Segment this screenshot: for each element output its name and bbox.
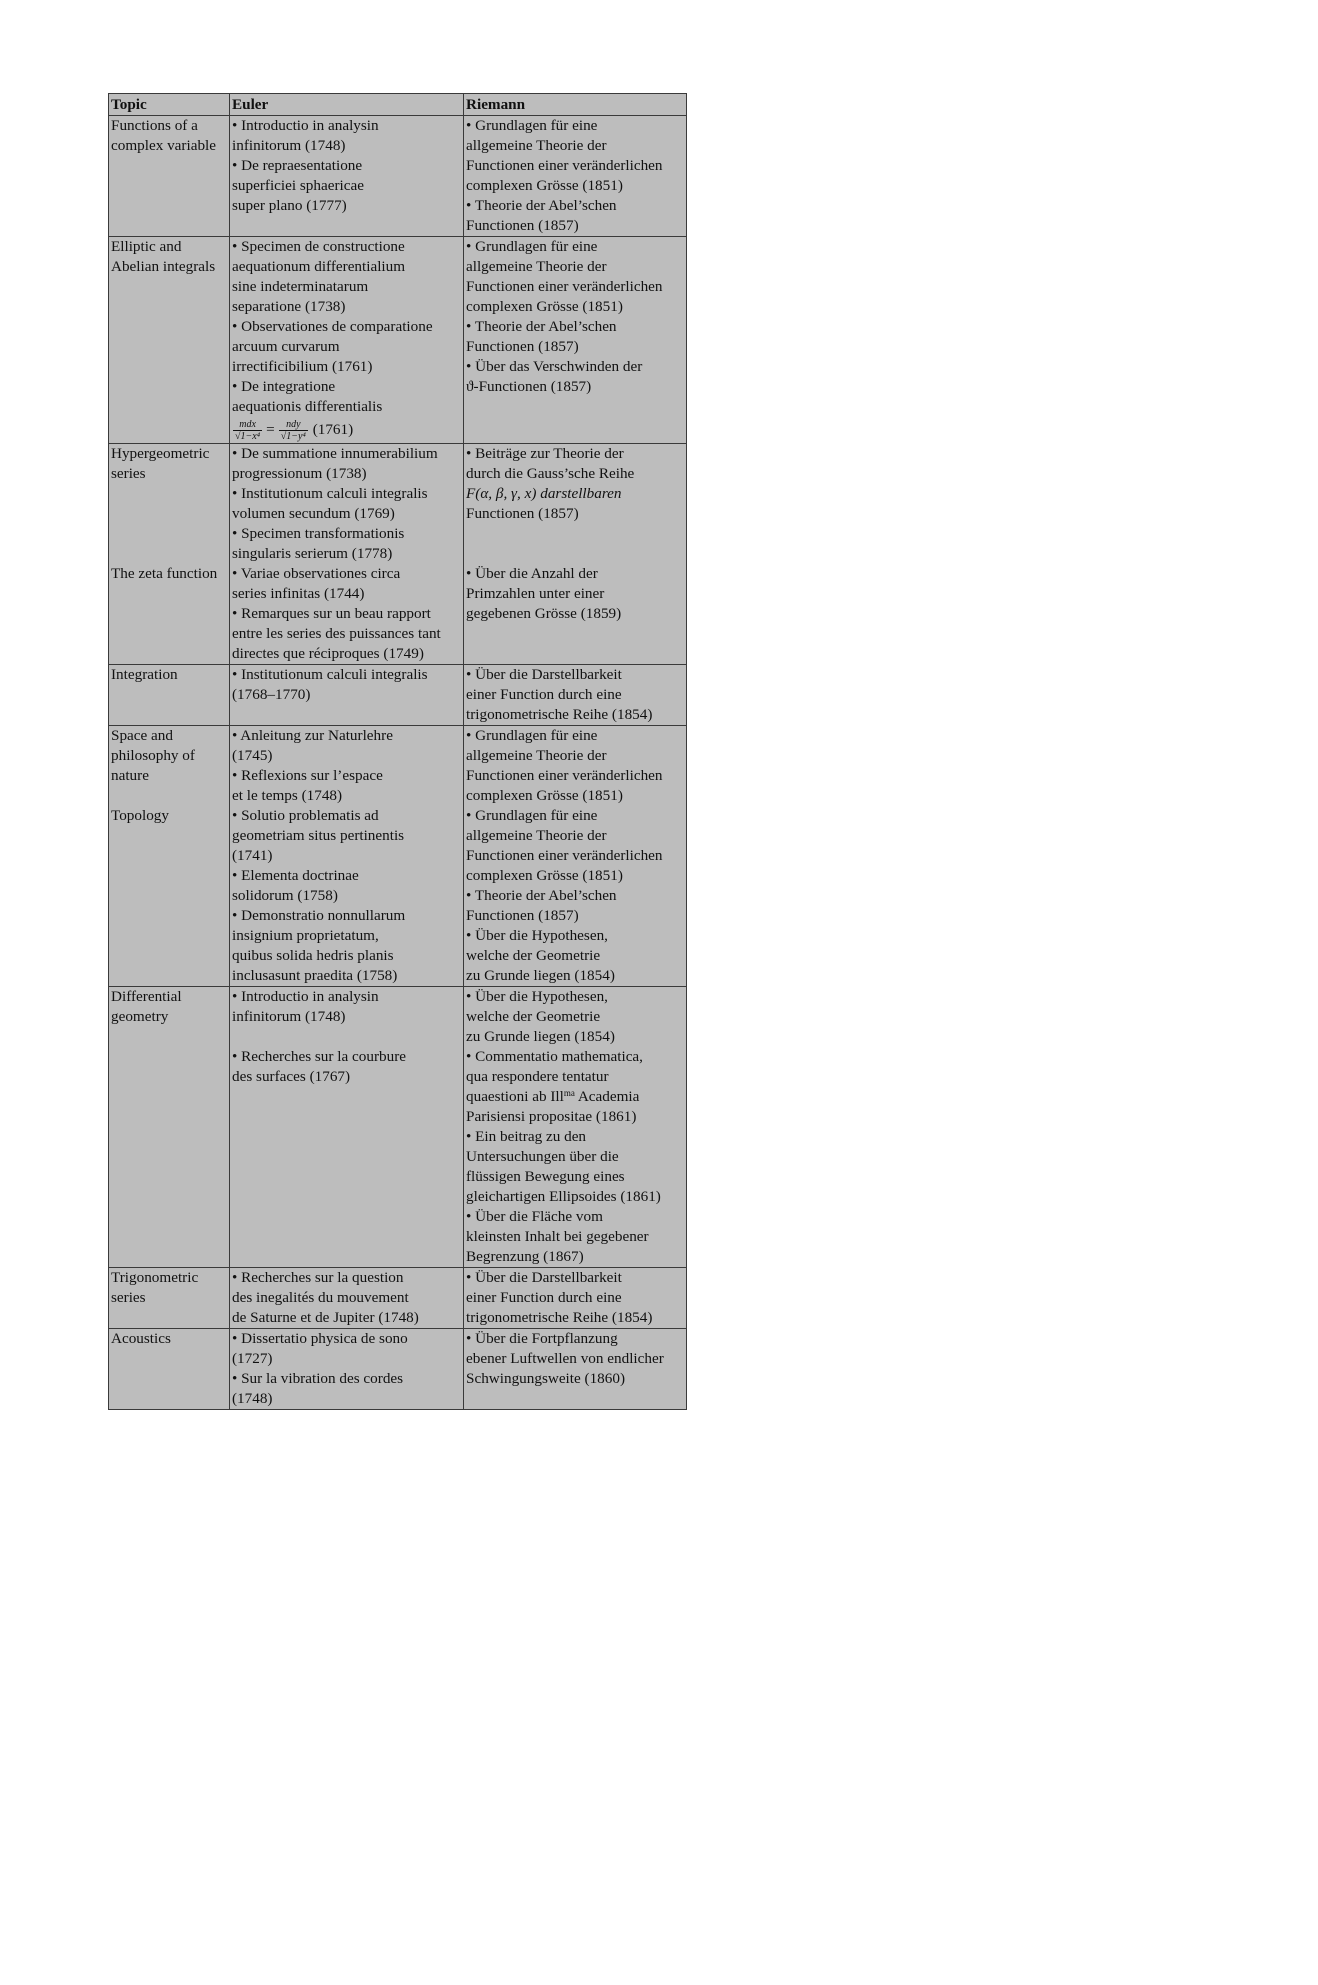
riemann-line: allgemeine Theorie der: [466, 258, 607, 275]
table-row: [109, 726, 687, 807]
riemann-line: • Über die Darstellbarkeit: [466, 1269, 622, 1286]
topic-cell: [109, 726, 230, 807]
riemann-line: • Theorie der Abel’schen: [466, 887, 617, 904]
topic-line: Elliptic and: [111, 238, 182, 255]
riemann-line: einer Function durch eine: [466, 1289, 622, 1306]
riemann-line: • Über die Anzahl der: [466, 565, 598, 582]
riemann-line: • Über das Verschwinden der: [466, 358, 643, 375]
riemann-line: complexen Grösse (1851): [466, 298, 623, 315]
riemann-line: trigonometrische Reihe (1854): [466, 1309, 653, 1326]
riemann-line: • Grundlagen für eine: [466, 117, 598, 134]
formula-lhs-numerator: mdx: [233, 419, 262, 431]
table-row: [109, 564, 687, 665]
riemann-line: flüssigen Bewegung eines: [466, 1168, 625, 1185]
euler-line: • De integratione: [232, 378, 336, 395]
riemann-line: allgemeine Theorie der: [466, 827, 607, 844]
euler-cell: [230, 116, 464, 237]
euler-line: super plano (1777): [232, 197, 347, 214]
riemann-line: complexen Grösse (1851): [466, 867, 623, 884]
topic-line: Abelian integrals: [111, 258, 216, 275]
euler-line: • Elementa doctrinae: [232, 867, 359, 884]
riemann-cell: [464, 665, 687, 726]
riemann-line: Functionen einer veränderlichen: [466, 157, 663, 174]
riemann-line: • Grundlagen für eine: [466, 238, 598, 255]
table-row: [109, 116, 687, 237]
riemann-line: trigonometrische Reihe (1854): [466, 706, 653, 723]
riemann-cell: [464, 726, 687, 807]
euler-line: • Anleitung zur Naturlehre: [232, 727, 393, 744]
topic-cell: [109, 237, 230, 444]
riemann-line: Schwingungsweite (1860): [466, 1370, 626, 1387]
topic-cell: [109, 987, 230, 1268]
table-row: [109, 665, 687, 726]
riemann-line: Functionen (1857): [466, 907, 579, 924]
table-header-row: [109, 94, 687, 116]
header-topic: Topic: [109, 94, 230, 116]
superscript-prefix: quaestioni ab Ill: [466, 1088, 564, 1105]
euler-line: progressionum (1738): [232, 465, 367, 482]
riemann-cell: [464, 444, 687, 565]
euler-cell: [230, 237, 464, 444]
header-riemann: Riemann: [464, 94, 687, 116]
superscript-suffix: Academia: [574, 1088, 640, 1105]
euler-line: • Institutionum calculi integralis: [232, 485, 428, 502]
riemann-line: durch die Gauss’sche Reihe: [466, 465, 635, 482]
riemann-line: complexen Grösse (1851): [466, 177, 623, 194]
riemann-line: welche der Geometrie: [466, 947, 601, 964]
euler-line: aequationis differentialis: [232, 398, 383, 415]
euler-line: • Dissertatio physica de sono: [232, 1330, 408, 1347]
formula-year: (1761): [312, 421, 354, 438]
topic-line: series: [111, 465, 146, 482]
euler-line: de Saturne et de Jupiter (1748): [232, 1309, 419, 1326]
euler-line: des surfaces (1767): [232, 1068, 351, 1085]
euler-line: • De summatione innumerabilium: [232, 445, 438, 462]
euler-line: sine indeterminatarum: [232, 278, 369, 295]
topic-cell: [109, 564, 230, 665]
euler-line: arcuum curvarum: [232, 338, 340, 355]
riemann-line: Functionen (1857): [466, 217, 579, 234]
riemann-line: Begrenzung (1867): [466, 1248, 584, 1265]
euler-line: insignium proprietatum,: [232, 927, 379, 944]
riemann-line: gegebenen Grösse (1859): [466, 605, 622, 622]
euler-blank-line: [232, 1027, 461, 1047]
riemann-line: Functionen einer veränderlichen: [466, 767, 663, 784]
topic-line: Topology: [111, 807, 169, 824]
euler-line: (1768–1770): [232, 686, 311, 703]
table-row: [109, 1268, 687, 1329]
formula-lhs-fraction: [233, 419, 262, 442]
euler-line: singularis serierum (1778): [232, 545, 393, 562]
euler-riemann-comparison-table: [108, 93, 687, 1410]
topic-line: Functions of a: [111, 117, 198, 134]
riemann-cell: [464, 1329, 687, 1410]
euler-line: • Recherches sur la courbure: [232, 1048, 406, 1065]
euler-line: (1741): [232, 847, 273, 864]
euler-line: geometriam situs pertinentis: [232, 827, 405, 844]
formula-equals: =: [266, 421, 275, 438]
euler-line: irrectificibilium (1761): [232, 358, 373, 375]
riemann-line: • Theorie der Abel’schen: [466, 318, 617, 335]
euler-line: (1748): [232, 1390, 273, 1407]
riemann-line: • Über die Darstellbarkeit: [466, 666, 622, 683]
riemann-cell: [464, 987, 687, 1268]
header-euler: Euler: [230, 94, 464, 116]
topic-cell: [109, 1329, 230, 1410]
euler-line: inclusasunt praedita (1758): [232, 967, 398, 984]
superscript-ma: ma: [563, 1088, 575, 1098]
formula-rhs-numerator: ndy: [279, 419, 308, 431]
topic-cell: [109, 806, 230, 987]
riemann-line: • Grundlagen für eine: [466, 727, 598, 744]
topic-cell: [109, 665, 230, 726]
riemann-line: kleinsten Inhalt bei gegebener: [466, 1228, 649, 1245]
riemann-line: Untersuchungen über die: [466, 1148, 619, 1165]
riemann-line: ϑ-Functionen (1857): [466, 378, 592, 395]
euler-line: directes que réciproques (1749): [232, 645, 424, 662]
euler-line: • Introductio in analysin: [232, 117, 379, 134]
euler-line: • Remarques sur un beau rapport: [232, 605, 431, 622]
riemann-cell: [464, 564, 687, 665]
riemann-line: allgemeine Theorie der: [466, 137, 607, 154]
euler-cell: [230, 665, 464, 726]
riemann-line-with-superscript: [466, 1087, 684, 1107]
riemann-line: • Über die Fläche vom: [466, 1208, 603, 1225]
riemann-line: Functionen (1857): [466, 338, 579, 355]
euler-cell: [230, 806, 464, 987]
euler-line: quibus solida hedris planis: [232, 947, 394, 964]
riemann-line: zu Grunde liegen (1854): [466, 967, 615, 984]
riemann-line: Functionen (1857): [466, 505, 579, 522]
topic-line: The zeta function: [111, 565, 218, 582]
euler-line: series infinitas (1744): [232, 585, 365, 602]
euler-line: (1727): [232, 1350, 273, 1367]
euler-line: superficiei sphaericae: [232, 177, 364, 194]
table-row: [109, 1329, 687, 1410]
riemann-line: • Beiträge zur Theorie der: [466, 445, 624, 462]
riemann-line: qua respondere tentatur: [466, 1068, 609, 1085]
riemann-line: • Ein beitrag zu den: [466, 1128, 587, 1145]
riemann-line: Functionen einer veränderlichen: [466, 278, 663, 295]
euler-line: separatione (1738): [232, 298, 346, 315]
riemann-cell: [464, 116, 687, 237]
riemann-cell: [464, 1268, 687, 1329]
topic-line: philosophy of: [111, 747, 195, 764]
euler-line: • Introductio in analysin: [232, 988, 379, 1005]
euler-line: • De repraesentatione: [232, 157, 363, 174]
euler-cell: [230, 1329, 464, 1410]
euler-line: solidorum (1758): [232, 887, 338, 904]
euler-line: • Solutio problematis ad: [232, 807, 379, 824]
riemann-line: Primzahlen unter einer: [466, 585, 605, 602]
comparison-table-container: [108, 93, 686, 1410]
euler-line: • Specimen de constructione: [232, 238, 405, 255]
euler-line: • Institutionum calculi integralis: [232, 666, 428, 683]
euler-line: volumen secundum (1769): [232, 505, 395, 522]
euler-line: • Sur la vibration des cordes: [232, 1370, 404, 1387]
topic-line: Space and: [111, 727, 173, 744]
euler-line: • Reflexions sur l’espace: [232, 767, 383, 784]
table-row: [109, 237, 687, 444]
riemann-line: allgemeine Theorie der: [466, 747, 607, 764]
topic-cell: [109, 116, 230, 237]
riemann-line: • Über die Hypothesen,: [466, 988, 608, 1005]
table-row: [109, 987, 687, 1268]
euler-line: infinitorum (1748): [232, 1008, 346, 1025]
formula-rhs-denominator: √1−y⁴: [280, 431, 306, 443]
euler-line: • Variae observationes circa: [232, 565, 401, 582]
riemann-line: complexen Grösse (1851): [466, 787, 623, 804]
riemann-line: zu Grunde liegen (1854): [466, 1028, 615, 1045]
riemann-line: • Theorie der Abel’schen: [466, 197, 617, 214]
topic-cell: [109, 1268, 230, 1329]
riemann-line: • Grundlagen für eine: [466, 807, 598, 824]
euler-cell: [230, 1268, 464, 1329]
riemann-line: • Über die Fortpflanzung: [466, 1330, 618, 1347]
differential-equation-formula: [232, 417, 461, 443]
euler-line: aequationum differentialium: [232, 258, 406, 275]
euler-line: entre les series des puissances tant: [232, 625, 441, 642]
riemann-line: • Commentatio mathematica,: [466, 1048, 643, 1065]
riemann-cell: [464, 237, 687, 444]
euler-line: • Observationes de comparatione: [232, 318, 433, 335]
topic-line: Acoustics: [111, 1330, 171, 1347]
riemann-line: gleichartigen Ellipsoides (1861): [466, 1188, 661, 1205]
euler-line: (1745): [232, 747, 273, 764]
riemann-line: ebener Luftwellen von endlicher: [466, 1350, 664, 1367]
topic-line: Integration: [111, 666, 178, 683]
euler-line: • Demonstratio nonnullarum: [232, 907, 406, 924]
riemann-line: Functionen einer veränderlichen: [466, 847, 663, 864]
topic-line: series: [111, 1289, 146, 1306]
topic-line: complex variable: [111, 137, 216, 154]
riemann-line: welche der Geometrie: [466, 1008, 601, 1025]
euler-cell: [230, 444, 464, 565]
euler-line: • Specimen transformationis: [232, 525, 405, 542]
topic-line: Differential: [111, 988, 182, 1005]
riemann-cell: [464, 806, 687, 987]
euler-line: et le temps (1748): [232, 787, 343, 804]
euler-line: des inegalités du mouvement: [232, 1289, 409, 1306]
topic-line: Hypergeometric: [111, 445, 210, 462]
riemann-line: Parisiensi propositae (1861): [466, 1108, 637, 1125]
euler-cell: [230, 987, 464, 1268]
euler-cell: [230, 564, 464, 665]
riemann-line: F(α, β, γ, x) darstellbaren: [466, 485, 622, 502]
euler-line: • Recherches sur la question: [232, 1269, 404, 1286]
riemann-line: • Über die Hypothesen,: [466, 927, 608, 944]
formula-rhs-fraction: [279, 419, 308, 442]
topic-line: nature: [111, 767, 149, 784]
topic-line: geometry: [111, 1008, 169, 1025]
table-row: [109, 806, 687, 987]
euler-line: infinitorum (1748): [232, 137, 346, 154]
euler-cell: [230, 726, 464, 807]
topic-line: Trigonometric: [111, 1269, 199, 1286]
formula-lhs-denominator: √1−x⁴: [235, 431, 261, 443]
topic-cell: [109, 444, 230, 565]
table-row: [109, 444, 687, 565]
riemann-line: einer Function durch eine: [466, 686, 622, 703]
